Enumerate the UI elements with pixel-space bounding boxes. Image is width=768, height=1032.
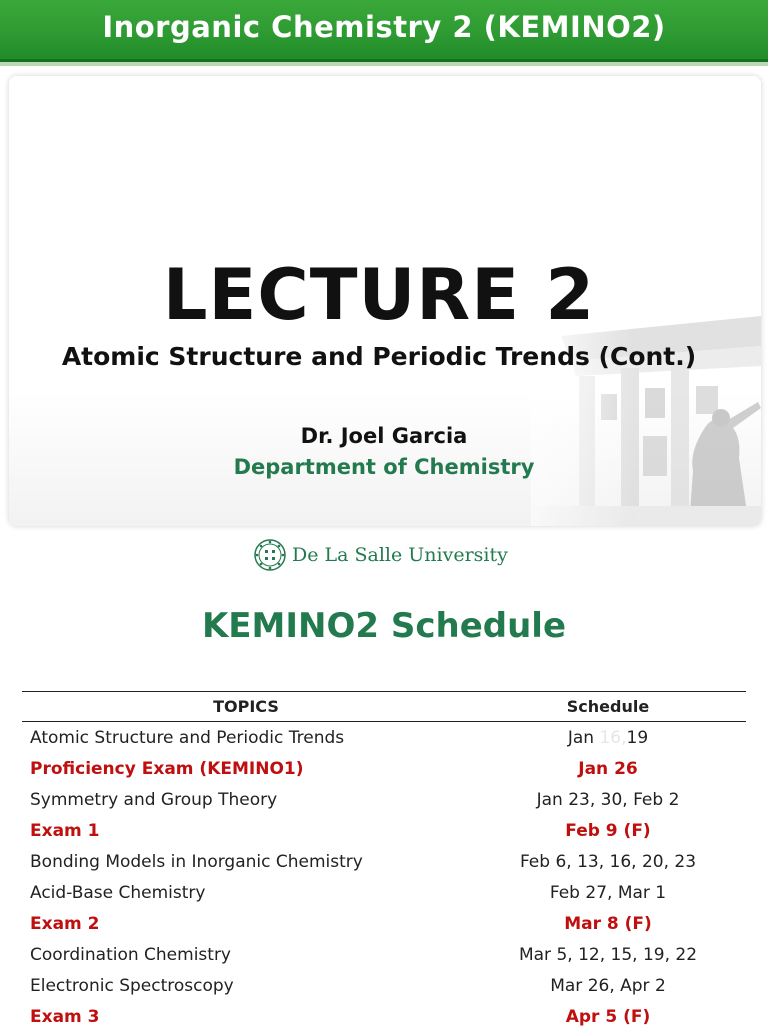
topic-cell: Exam 1 [30, 820, 100, 841]
schedule-cell: Mar 26, Apr 2 [550, 975, 666, 996]
date-text: 19 [626, 727, 649, 748]
header-bar-underline [0, 62, 768, 66]
date-faded-text: 16, [599, 727, 627, 748]
table-row [22, 939, 746, 970]
table-row [22, 846, 746, 877]
table-row [22, 970, 746, 1001]
lecture-title: LECTURE 2 [162, 254, 596, 336]
topic-cell: Electronic Spectroscopy [30, 975, 234, 996]
schedule-cell: Feb 9 (F) [565, 820, 651, 841]
date-text: Jan [567, 727, 600, 748]
schedule-cell: Jan 23, 30, Feb 2 [536, 789, 680, 810]
university-logo [254, 538, 508, 572]
table-row-exam [22, 908, 746, 939]
topic-cell: Exam 3 [30, 1006, 100, 1027]
schedule-cell: Feb 6, 13, 16, 20, 23 [519, 851, 697, 872]
topic-cell: Atomic Structure and Periodic Trends [30, 727, 345, 748]
dlsu-seal-icon [254, 539, 286, 571]
schedule-cell [470, 722, 746, 754]
course-title: Inorganic Chemistry 2 (KEMINO2) [102, 10, 666, 44]
topic-cell: Coordination Chemistry [30, 944, 231, 965]
lecture-subtitle: Atomic Structure and Periodic Trends (Cont.) [61, 342, 697, 371]
table-row-exam [22, 1001, 746, 1032]
author-name: Dr. Joel Garcia [300, 424, 468, 448]
table-header-row [22, 692, 746, 722]
topic-cell: Proficiency Exam (KEMINO1) [30, 758, 304, 779]
table-row [22, 722, 746, 754]
schedule-cell: Apr 5 (F) [565, 1006, 651, 1027]
schedule-cell: Mar 5, 12, 15, 19, 22 [518, 944, 698, 965]
schedule-cell: Feb 27, Mar 1 [549, 882, 667, 903]
table-row-exam [22, 815, 746, 846]
schedule-cell: Mar 8 (F) [564, 913, 652, 934]
topic-cell: Acid-Base Chemistry [30, 882, 206, 903]
schedule-cell: Jan 26 [578, 758, 638, 779]
topic-cell: Exam 2 [30, 913, 100, 934]
topic-cell: Symmetry and Group Theory [30, 789, 278, 810]
university-name: De La Salle University [292, 544, 508, 566]
table-row-exam [22, 753, 746, 784]
table-row [22, 784, 746, 815]
schedule-table [22, 691, 746, 1032]
schedule-header: Schedule [470, 692, 746, 722]
topics-header: TOPICS [22, 692, 470, 722]
department-name: Department of Chemistry [233, 455, 535, 479]
table-row [22, 877, 746, 908]
building-statue-image [531, 306, 761, 526]
topic-cell: Bonding Models in Inorganic Chemistry [30, 851, 363, 872]
schedule-title: KEMINO2 Schedule [201, 606, 567, 646]
